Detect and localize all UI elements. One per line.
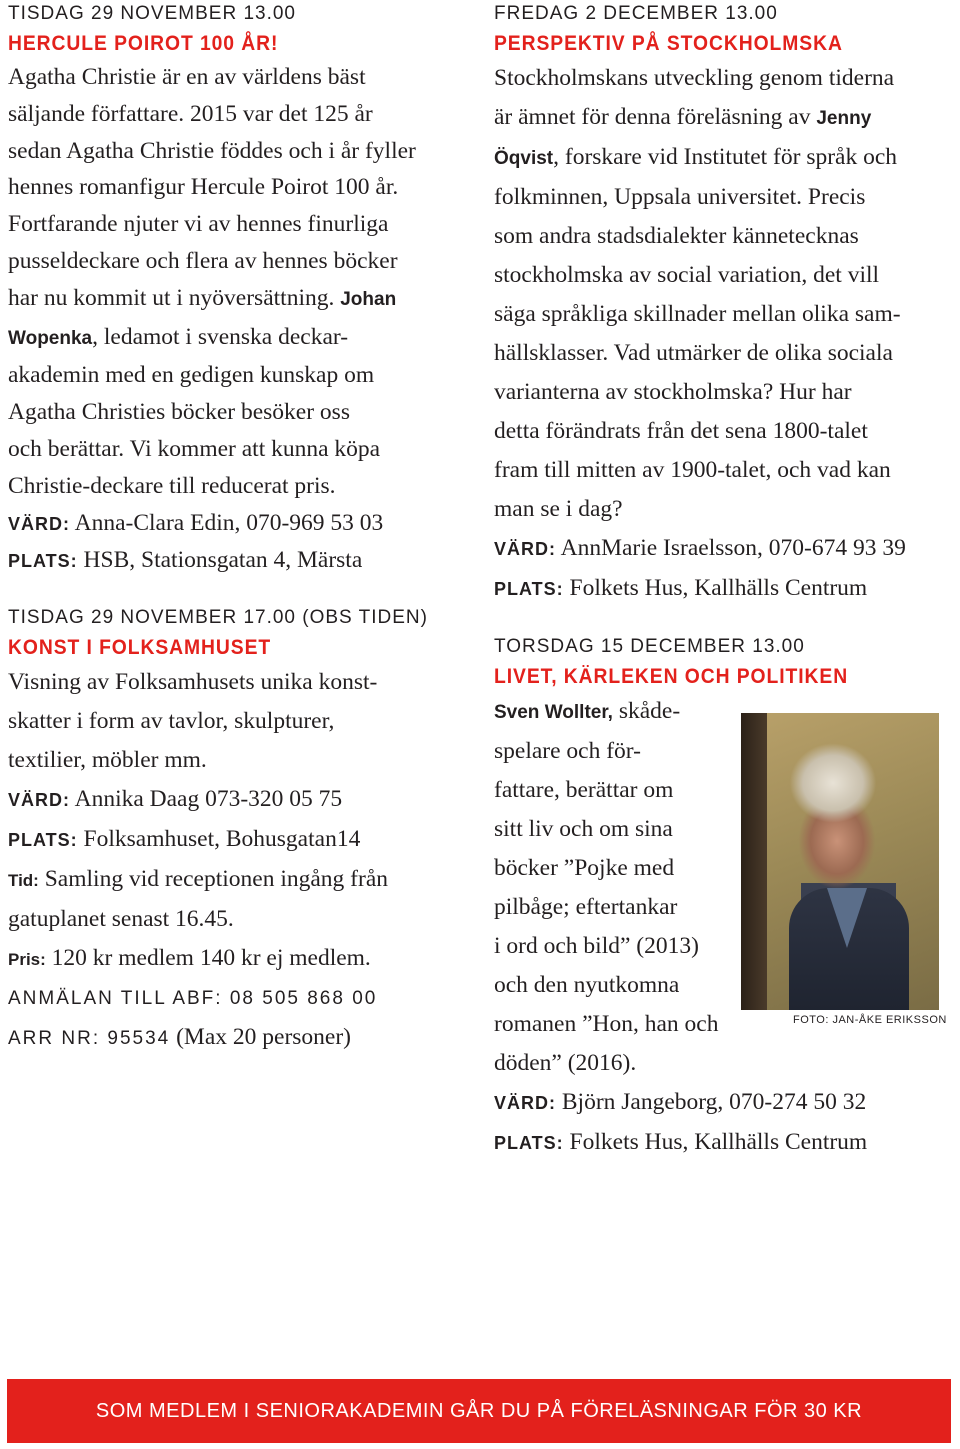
event-title: KONST I FOLKSAMHUSET <box>8 636 272 660</box>
price-line <box>8 939 470 979</box>
place-line <box>494 569 954 609</box>
text-line: böcker ”Pojke med <box>494 855 675 881</box>
text-segment: är ämnet för denna föreläsning av <box>494 104 817 130</box>
text-segment: , forskare vid Institutet för språk och <box>553 144 898 170</box>
text-line: romanen ”Hon, han och <box>494 1011 719 1037</box>
text-line: Fortfarande njuter vi av hennes finurliga <box>8 211 389 238</box>
text-line: och den nyutkomna <box>494 972 680 998</box>
event-title: PERSPEKTIV PÅ STOCKHOLMSKA <box>494 32 843 55</box>
place-label: PLATS: <box>8 830 78 851</box>
time-label: Tid: <box>8 871 39 891</box>
speaker-name: Jenny <box>816 108 872 129</box>
text-line: spelare och för- <box>494 738 641 764</box>
event-description <box>494 59 954 609</box>
place-label: PLATS: <box>494 579 564 599</box>
text-line: Agatha Christie är en av världens bäst <box>8 64 366 90</box>
event-description <box>8 59 470 580</box>
text-line: i ord och bild” (2013) <box>494 933 699 959</box>
arr-note: (Max 20 personer) <box>176 1024 351 1051</box>
event-hercule-poirot <box>8 0 470 580</box>
text-line: varianterna av stockholmska? Hur har <box>494 379 852 405</box>
host-label: VÄRD: <box>8 513 70 534</box>
text-segment: har nu kommit ut i nyöversättning. <box>8 284 335 311</box>
speaker-name: Wopenka <box>8 327 93 349</box>
event-date: FREDAG 2 DECEMBER 13.00 <box>494 3 778 24</box>
text-line: fattare, berättar om <box>494 777 674 803</box>
text-line: säljande författare. 2015 var det 125 år <box>8 100 373 127</box>
photo-credit: FOTO: JAN-ÅKE ERIKSSON <box>793 1014 947 1026</box>
text-line: som andra stadsdialekter kännetecknas <box>494 223 859 249</box>
event-date: TISDAG 29 NOVEMBER 13.00 <box>8 3 296 24</box>
text-line: hennes romanfigur Hercule Poirot 100 år. <box>8 174 399 201</box>
place-label: PLATS: <box>8 551 78 572</box>
text-line: folkminnen, Uppsala universitet. Precis <box>494 184 866 210</box>
place-value: Folksamhuset, Bohusgatan14 <box>83 826 361 853</box>
place-value: Folkets Hus, Kallhälls Centrum <box>569 1129 868 1155</box>
arr-line <box>8 1018 470 1058</box>
event-title: LIVET, KÄRLEKEN OCH POLITIKEN <box>494 665 849 688</box>
text-line: pusseldeckare och flera av hennes böcker <box>8 247 398 274</box>
text-line: säga språkliga skillnader mellan olika sam- <box>494 301 901 327</box>
text-line: hällsklasser. Vad utmärker de olika sociala <box>494 340 893 366</box>
photo-background-door <box>741 713 767 1010</box>
speaker-name: Öqvist <box>494 148 554 169</box>
text-line: och berättar. Vi kommer att kunna köpa <box>8 435 381 462</box>
price-value: 120 kr medlem 140 kr ej medlem. <box>51 945 371 972</box>
banner-text: SOM MEDLEM I SENIORAKADEMIN GÅR DU PÅ FÖRELÄSNINGAR FÖR 30 KR <box>95 1399 863 1422</box>
text-line: man se i dag? <box>494 496 623 522</box>
host-line <box>494 1083 954 1123</box>
place-line <box>8 820 470 860</box>
host-line <box>8 780 470 820</box>
event-title: HERCULE POIROT 100 ÅR! <box>8 32 279 55</box>
text-line: textilier, möbler mm. <box>8 747 207 774</box>
signup-line: ANMÄLAN TILL ABF: 08 505 868 00 <box>8 988 378 1010</box>
text-line: skatter i form av tavlor, skulpturer, <box>8 708 335 735</box>
text-segment: , ledamot i svenska deckar- <box>92 323 349 350</box>
text-line: Visning av Folksamhusets unika konst- <box>8 669 378 696</box>
text-line: akademin med en gedigen kunskap om <box>8 362 375 389</box>
time-line <box>8 860 470 900</box>
price-label: Pris: <box>8 950 46 970</box>
membership-banner <box>7 1379 951 1443</box>
place-line <box>8 542 470 580</box>
text-line: gatuplanet senast 16.45. <box>8 906 234 933</box>
text-line <box>8 280 470 319</box>
text-line: Christie-deckare till reducerat pris. <box>8 472 336 499</box>
text-line: fram till mitten av 1900-talet, och vad kan <box>494 457 891 483</box>
host-value: Anna-Clara Edin, 070-969 53 03 <box>74 509 384 536</box>
speaker-name: Sven Wollter, <box>494 702 613 723</box>
event-description <box>8 663 470 1058</box>
text-line <box>494 98 954 138</box>
text-line: pilbåge; eftertankar <box>494 894 678 920</box>
text-segment: skåde- <box>612 698 681 724</box>
host-line <box>8 505 470 543</box>
left-column <box>8 0 470 1058</box>
host-line <box>494 529 954 569</box>
text-line: detta förändrats från det sena 1800-talet <box>494 418 868 444</box>
place-label: PLATS: <box>494 1133 564 1153</box>
event-konst-folksamhuset <box>8 604 470 1058</box>
event-date: TISDAG 29 NOVEMBER 17.00 (OBS TIDEN) <box>8 607 428 629</box>
text-line: stockholmska av social variation, det vill <box>494 262 880 288</box>
place-value: HSB, Stationsgatan 4, Märsta <box>83 547 363 574</box>
text-line: Agatha Christies böcker besöker oss <box>8 399 350 426</box>
speaker-name: Johan <box>340 288 397 310</box>
host-label: VÄRD: <box>494 539 556 559</box>
host-value: Björn Jangeborg, 070-274 50 32 <box>561 1089 867 1115</box>
text-line <box>8 319 470 358</box>
text-line: sitt liv och om sina <box>494 816 673 842</box>
text-line: döden” (2016). <box>494 1050 637 1076</box>
event-date: TORSDAG 15 DECEMBER 13.00 <box>494 636 805 657</box>
speaker-photo <box>741 713 939 1010</box>
arr-number: ARR NR: 95534 <box>8 1028 171 1050</box>
host-label: VÄRD: <box>8 790 70 811</box>
host-value: AnnMarie Israelsson, 070-674 93 39 <box>560 535 906 561</box>
text-line: sedan Agatha Christie föddes och i år fyller <box>8 137 416 164</box>
place-line <box>494 1123 954 1163</box>
event-perspektiv-stockholmska <box>494 0 954 609</box>
time-value: Samling vid receptionen ingång från <box>44 866 388 893</box>
place-value: Folkets Hus, Kallhälls Centrum <box>569 575 868 601</box>
text-line <box>494 138 954 178</box>
text-line: Stockholmskans utveckling genom tiderna <box>494 65 895 91</box>
host-label: VÄRD: <box>494 1093 556 1113</box>
host-value: Annika Daag 073-320 05 75 <box>74 786 343 813</box>
